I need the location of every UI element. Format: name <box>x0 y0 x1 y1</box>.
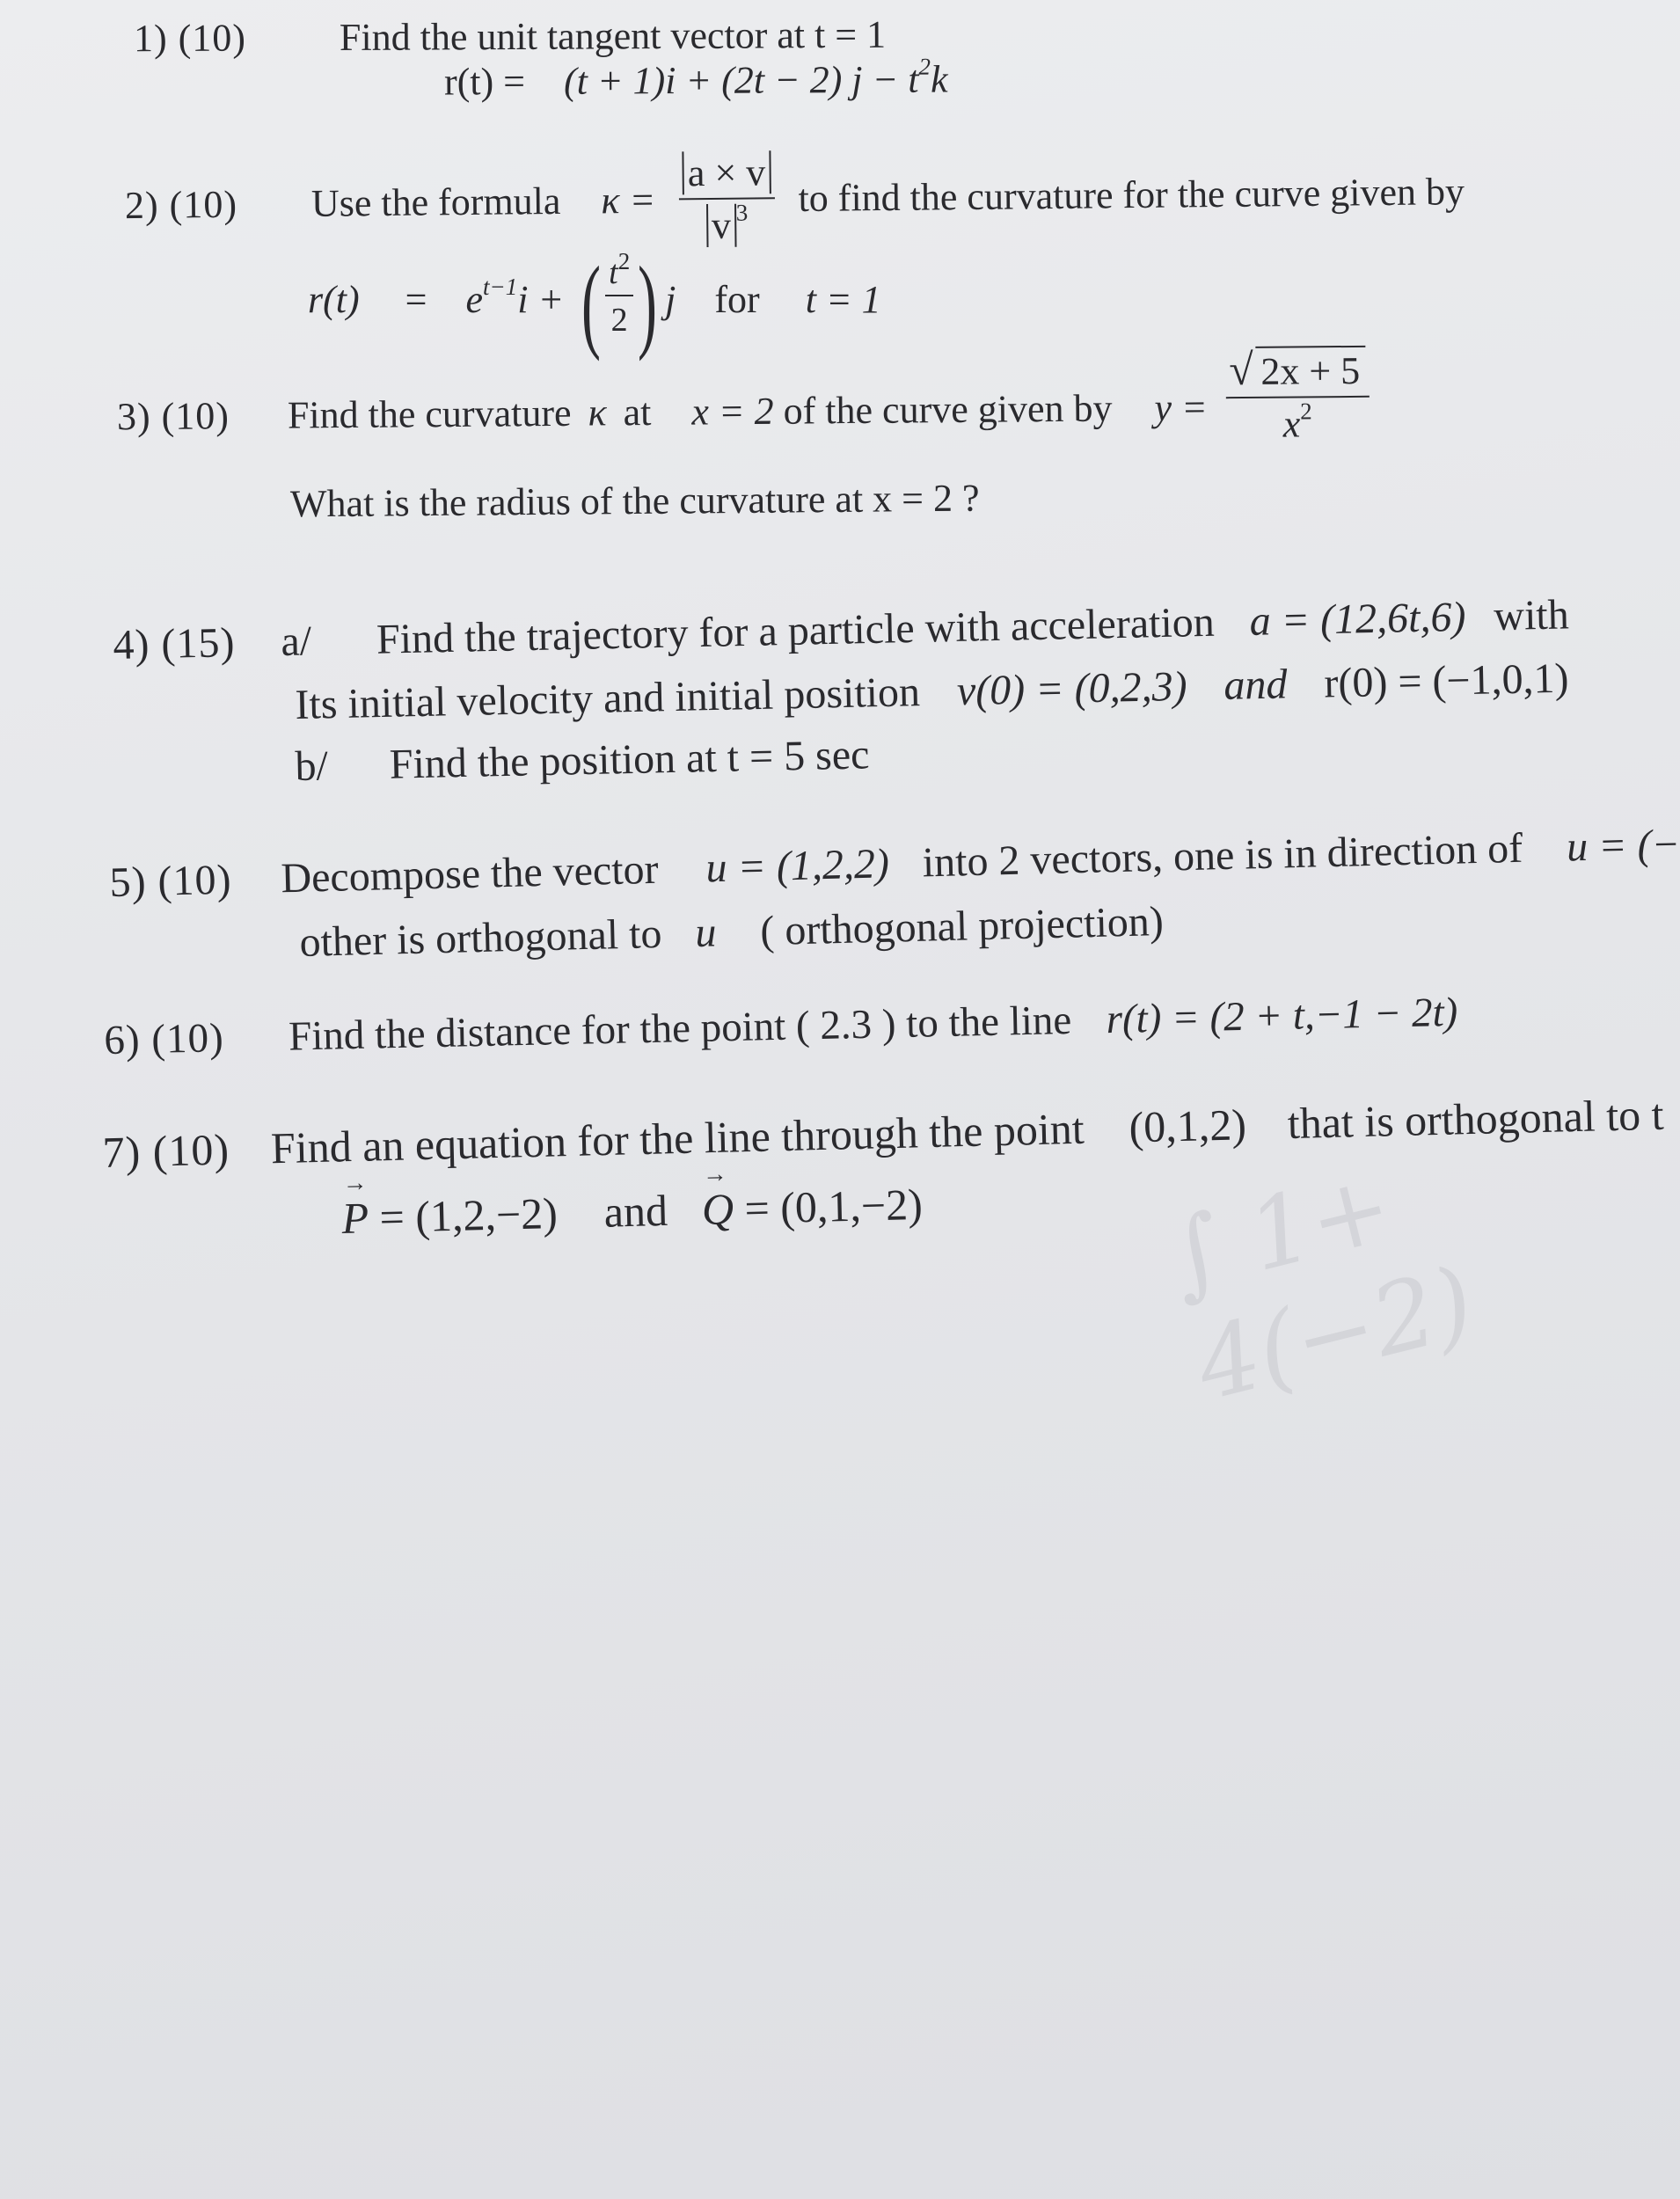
q2-fraction-numerator: a × v <box>683 150 771 194</box>
question-4-line-3 <box>294 731 870 790</box>
q5-text-a: Decompose the vector <box>280 845 660 902</box>
q3-kappa: κ <box>588 391 607 435</box>
q3-y-equals: y = <box>1154 385 1208 430</box>
q2-text-b: to find the curvature for the curve given by <box>798 170 1465 221</box>
q3-square-root: √ 2x + 5 <box>1229 352 1365 391</box>
q2-curvature-fraction <box>679 150 775 247</box>
q1-r-exponent: 2 <box>918 53 931 80</box>
q2-j-term: j <box>665 278 676 322</box>
question-3-line-2: What is the radius of the curvature at x = 2 ? <box>289 476 980 526</box>
q1-r-k: k <box>930 57 948 101</box>
q4-line2-text: Its initial velocity and initial position <box>294 668 921 728</box>
q2-e-exponent: t−1 <box>483 274 518 301</box>
question-2-number: 2) (10) <box>124 182 238 228</box>
question-2-formula <box>308 245 881 362</box>
q7-text-a: Find an equation for the line through the point <box>270 1103 1085 1173</box>
q5-text-b: into 2 vectors, one is in direction of <box>922 824 1523 887</box>
q2-for-text: for <box>714 278 760 322</box>
q5-u-tail: u = (− <box>1566 821 1680 871</box>
question-1-text: Find the unit tangent vector at t = 1 <box>339 12 887 60</box>
q2-i-term: i + <box>517 278 565 322</box>
q2-t-condition: t = 1 <box>805 278 881 322</box>
question-4-header <box>112 591 1570 668</box>
q2-t-fraction <box>605 248 633 339</box>
q4-with: with <box>1493 591 1570 640</box>
q7-q-value: = (0,1,−2) <box>743 1179 924 1233</box>
question-7-number: 7) (10) <box>101 1124 230 1177</box>
q2-fraction-denominator: v <box>706 204 737 247</box>
question-1-number: 1) (10) <box>133 16 247 61</box>
q4-initial-position: r(0) = (−1,0,1) <box>1323 654 1570 707</box>
bleed-through-marks: ∫ 1+ 4(−2) <box>1158 1149 1485 1422</box>
q2-fraction-exponent: 3 <box>735 199 749 226</box>
q2-equals: = <box>405 278 427 322</box>
q4-acceleration: a = (12,6t,6) <box>1249 593 1466 645</box>
q4-part-a: a/ <box>280 617 312 665</box>
question-1-formula <box>443 53 948 104</box>
q2-right-paren: ) <box>638 245 658 362</box>
q7-point: (0,1,2) <box>1128 1100 1247 1152</box>
q2-r-label: r(t) <box>308 278 360 322</box>
question-5-line-2 <box>298 897 1165 966</box>
q4-part-b: b/ <box>294 742 329 790</box>
q1-r-expression: (t + 1)i + (2t − 2) j − t <box>563 57 919 103</box>
q3-text-a: Find the curvature <box>287 391 572 437</box>
q2-text-a: Use the formula <box>310 179 561 225</box>
q3-text-c: of the curve given by <box>783 386 1113 433</box>
q2-t-denominator: 2 <box>610 302 628 339</box>
q3-x-condition: x = 2 <box>691 389 774 434</box>
q7-text-b: that is orthogonal to t <box>1287 1089 1665 1149</box>
q3-den-exponent: 2 <box>1300 398 1312 425</box>
question-2-header <box>124 150 1465 255</box>
question-5-header <box>109 823 1680 904</box>
q2-e-base: e <box>465 278 484 322</box>
q3-curve-fraction <box>1225 344 1370 446</box>
q7-p-label: → P <box>341 1195 369 1240</box>
q6-line-equation: r(t) = (2 + t,−1 − 2t) <box>1106 989 1458 1043</box>
q1-r-label: r(t) = <box>443 60 526 104</box>
q4-text-a: Find the trajectory for a particle with acceleration <box>376 598 1216 663</box>
question-3-header <box>116 344 1370 466</box>
q2-t-numerator: t <box>609 254 618 291</box>
q7-q-label: → Q <box>701 1187 734 1231</box>
question-7-line-2 <box>340 1179 924 1243</box>
question-6-header <box>103 989 1458 1063</box>
q2-left-paren: ( <box>581 245 602 362</box>
q4-initial-velocity: v(0) = (0,2,3) <box>956 662 1188 715</box>
question-6-number: 6) (10) <box>103 1015 225 1063</box>
q3-den-base: x <box>1282 402 1301 446</box>
q5-u-vector: u = (1,2,2) <box>705 840 890 892</box>
q7-and: and <box>603 1185 668 1237</box>
question-1-header <box>133 12 887 61</box>
q3-text-b: at <box>623 391 652 435</box>
q5-line2-text-a: other is orthogonal to <box>298 910 663 966</box>
q4-text-b: Find the position at t = 5 sec <box>389 731 870 788</box>
q7-p-value: = (1,2,−2) <box>378 1188 559 1242</box>
q3-sqrt-body: 2x + 5 <box>1255 346 1365 393</box>
question-3-number: 3) (10) <box>116 394 230 439</box>
q5-line2-text-b: ( orthogonal projection) <box>759 897 1165 955</box>
question-4-line-2 <box>294 654 1570 728</box>
q2-kappa: κ = <box>601 178 656 223</box>
q5-u: u <box>694 909 718 956</box>
q6-text-a: Find the distance for the point ( 2.3 ) to the line <box>288 997 1072 1060</box>
q4-and: and <box>1223 661 1289 709</box>
question-4-number: 4) (15) <box>112 619 236 668</box>
question-5-number: 5) (10) <box>108 856 233 906</box>
q2-t-exponent: 2 <box>617 248 631 274</box>
